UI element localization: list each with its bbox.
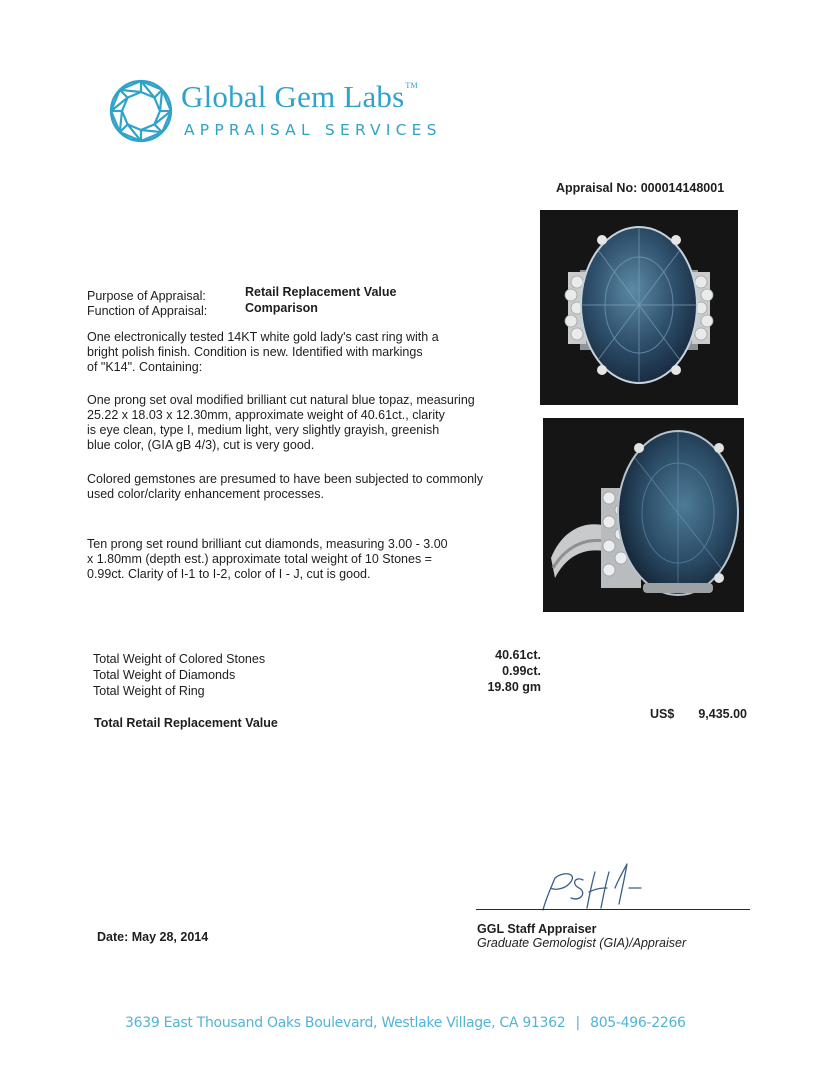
brand-name <box>181 79 418 115</box>
total-amount: 9,435.00 <box>698 707 747 721</box>
footer-contact <box>125 1015 686 1031</box>
function-label: Function of Appraisal: <box>87 304 208 318</box>
purpose-label: Purpose of Appraisal: <box>87 289 206 303</box>
ring-top-illustration <box>540 210 738 405</box>
total-currency: US$ <box>650 707 675 721</box>
signature-line <box>476 909 750 910</box>
trademark-mark: TM <box>405 81 418 90</box>
ring-description: One electronically tested 14KT white gold lady's cast ring with a bright polish finish. Condition is new. Identified with markings of "K14". Containing: <box>87 330 439 374</box>
ring-photo-side-view <box>543 418 744 612</box>
enhancement-note: Colored gemstones are presumed to have been subjected to commonly used color/clarity enhancement processes. <box>87 472 484 501</box>
brand-tagline: APPRAISAL SERVICES <box>184 121 442 139</box>
appraiser-name: GGL Staff Appraiser <box>477 922 597 936</box>
diamonds-weight-value: 0.99ct. <box>502 664 541 678</box>
colored-stones-weight-value: 40.61ct. <box>495 648 541 662</box>
ring-weight-value: 19.80 gm <box>487 680 541 694</box>
topaz-description: One prong set oval modified brilliant cut natural blue topaz, measuring 25.22 x 18.03 x 12.30mm, approximate weight of 40.61ct., clarity is eye clean, type I, medium light, very slightly grayish, greenish blue color, (GIA gB 4/3), cut is very good. <box>87 393 475 452</box>
footer-phone: 805-496-2266 <box>590 1015 686 1031</box>
brand-name-text: Global Gem Labs <box>181 79 405 114</box>
function-value: Comparison <box>245 301 318 315</box>
appraiser-signature <box>535 858 655 914</box>
brand-logo-gem-icon <box>108 78 174 144</box>
purpose-value: Retail Replacement Value <box>245 285 397 299</box>
appraisal-date: Date: May 28, 2014 <box>97 930 209 944</box>
appraiser-title: Graduate Gemologist (GIA)/Appraiser <box>477 936 687 950</box>
diamonds-description: Ten prong set round brilliant cut diamonds, measuring 3.00 - 3.00 x 1.80mm (depth est.) approximate total weight of 10 Stones = 0.99ct. Clarity of I-1 to I-2, color of I - J, cut is good. <box>87 537 448 581</box>
ring-side-illustration <box>543 418 744 612</box>
footer-separator: | <box>575 1015 580 1031</box>
ring-weight-label: Total Weight of Ring <box>93 684 205 698</box>
diamonds-weight-label: Total Weight of Diamonds <box>93 668 236 682</box>
colored-stones-weight-label: Total Weight of Colored Stones <box>93 652 266 666</box>
ring-photo-top-view <box>540 210 738 405</box>
footer-address: 3639 East Thousand Oaks Boulevard, Westlake Village, CA 91362 <box>125 1015 566 1031</box>
appraisal-number: Appraisal No: 000014148001 <box>556 181 725 195</box>
total-value-label: Total Retail Replacement Value <box>94 716 278 730</box>
